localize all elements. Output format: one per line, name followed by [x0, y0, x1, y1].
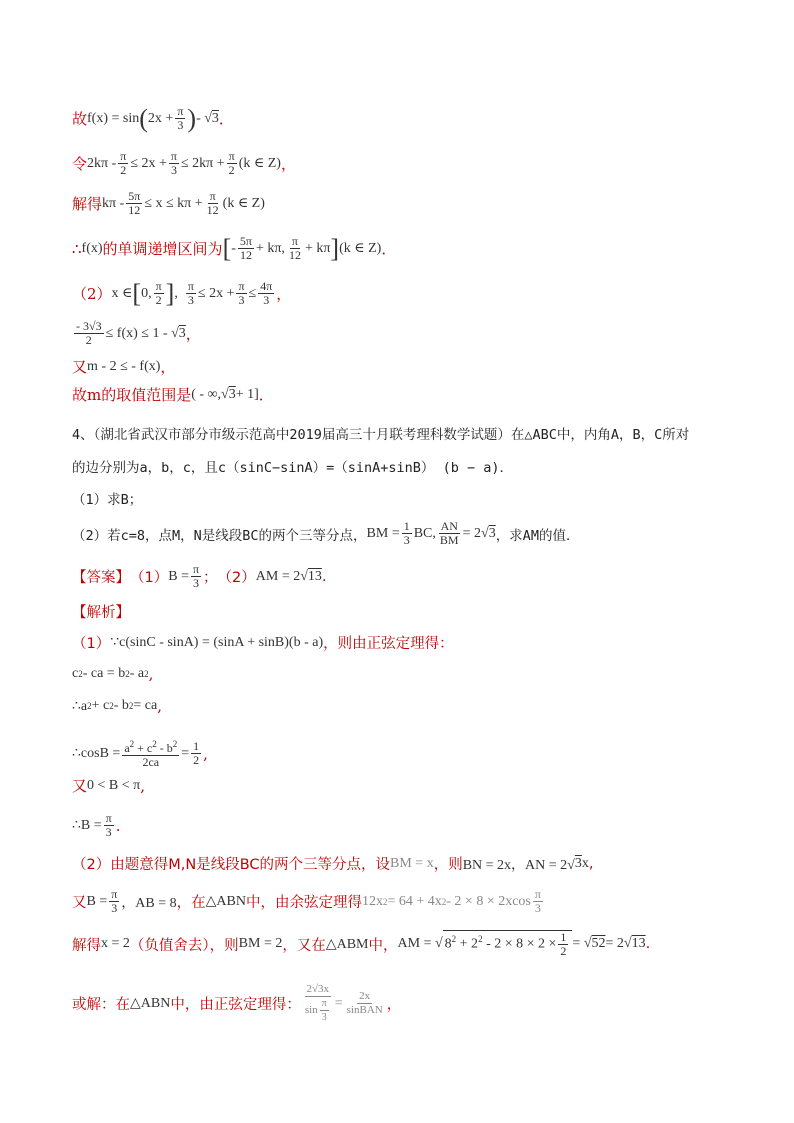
text-suffix: ， [160, 358, 176, 376]
formula-interval: [ - $\frac{5\pi}{12}$ + kπ, $\frac{\pi}{12}$ + kπ ] (k ∈ Z) [222, 233, 382, 263]
problem-text: 的边分别为a，b，c，且c（sinC−sinA）=（sinA+sinB） (b − a)． [72, 460, 513, 476]
step-text: （2）由题意得M,N是线段BC的两个三等分点，设 [72, 857, 391, 873]
step-text: ，则 [433, 857, 463, 873]
analysis-step-6: ∴B = $\frac{\pi}{3}$ . [72, 811, 121, 839]
problem-text: （1）求B； [72, 492, 143, 508]
formula-tri-abn: △ABN [205, 894, 246, 909]
solution-line-interval [72, 235, 396, 262]
analysis-step-9: 解得 x = 2 （负值舍去），则 BM = 2 ，又在 △ABM 中， AM = √ $8^2 + 2^2 - 2 \times 8 \times 2$ × $\frac{1}{2}$ = √ 52 = 2√ 13 . [72, 930, 651, 958]
formula-tri-abm: △ABM [325, 936, 369, 952]
step-label: （1） [72, 636, 111, 652]
answer-part-1-label: （1） [130, 570, 169, 586]
text-prefix: 故 [72, 110, 88, 128]
problem-text: （2）若c=8，点M，N是线段BC的两个三等分点， [72, 527, 367, 544]
formula-x-range: x ∈ [ 0, $\frac{\pi}{2}$ ] , $\frac{\pi}{3}$ ≤ 2x + $\frac{\pi}{3}$ ≤ $\frac{4\pi}{3}$ [111, 278, 273, 308]
text-prefix: 故m的取值范围是 [72, 386, 192, 404]
formula-c2: c 2 - ca = b 2 - a 2 [72, 666, 149, 681]
problem-text: ，求AM的值． [495, 527, 580, 544]
text-prefix: 令 [72, 155, 88, 173]
step-text: （负值舍去），则 [129, 937, 239, 954]
analysis-step-8 [72, 888, 545, 915]
formula-bn: BN = 2x，AN = 2√ 3 x [462, 855, 589, 873]
problem-4-part-1 [72, 488, 142, 508]
formula-b-ab: B = $\frac{\pi}{3}$ ，AB = 8 [86, 887, 177, 915]
text-suffix: ， [276, 285, 292, 303]
analysis-step-1 [72, 632, 454, 653]
problem-4-line-1 [72, 423, 689, 443]
formula-cosb: ∴cosB = $\frac{a^2 + c^2 - b^2}{2ca}$ = $\frac{1}{2}$ [72, 739, 200, 769]
solution-line-f-range [72, 320, 201, 347]
step-text: 中， [368, 937, 398, 954]
text-suffix: ． [258, 386, 274, 404]
formula-solve: kπ - $\frac{5\pi}{12}$ ≤ x ≤ kπ + $\frac{\pi}{12}$ (k ∈ Z) [102, 189, 265, 217]
solution-line-m-range [72, 384, 274, 405]
answer-sep: ； （2） [203, 570, 256, 586]
solution-line-m [72, 356, 175, 377]
text-suffix: ． [381, 240, 397, 258]
formula-a2: ∴a 2 + c 2 - b 2 = ca [72, 698, 158, 714]
solution-line-ineq [72, 150, 296, 177]
formula-sine-ratio: 2√3x sin $\frac{\pi}{3}$ = $\frac{2x}{\text{sinBAN}}$ [304, 983, 383, 1023]
step-text: ，又在 [282, 937, 326, 954]
step-text: 解得 [72, 937, 101, 954]
step-text: ，则由正弦定理得： [323, 636, 454, 652]
formula-bm: BM = $\frac{1}{3}$ BC, $\frac{AN}{BM}$ = 2√ 3 [366, 519, 496, 547]
step-text: 或解：在 [72, 997, 130, 1013]
step-text: 又 [72, 895, 87, 911]
formula-f-range: $\frac{- 3√3}{2}$ ≤ f(x) ≤ 1 - √ 3 [76, 319, 186, 347]
formula-answer-b: B = $\frac{\pi}{3}$ [168, 562, 200, 590]
text-prefix: ∴ [72, 239, 82, 258]
analysis-label: 【解析】 [72, 605, 130, 621]
formula-cos-rule: 12x 2 = 64 + 4x 2 - 2 × 8 × 2xcos $\frac{\pi}{3}$ [361, 887, 541, 915]
step-text: 中，由余弦定理得 [245, 895, 362, 911]
answer-tag: 【答案】 [72, 570, 130, 586]
formula-b-value: ∴B = $\frac{\pi}{3}$ [72, 811, 112, 839]
step-text: ， [386, 997, 402, 1013]
answer-line: 【答案】 （1） B = $\frac{\pi}{3}$ ； （2） AM = 2√ 13 . [72, 562, 327, 590]
formula-x2: x = 2 [101, 936, 130, 951]
formula-bm2: BM = 2 [238, 936, 283, 951]
text-suffix: ， [185, 325, 201, 343]
text-suffix: ． [218, 110, 234, 128]
formula-ineq: 2kπ - $\frac{\pi}{2}$ ≤ 2x + $\frac{\pi}{3}$ ≤ 2kπ + $\frac{\pi}{2}$ (k ∈ Z) [87, 149, 281, 177]
formula-m-range: ( - ∞,√ 3 + 1] [191, 386, 259, 402]
formula-bm-x: BM = x [390, 855, 434, 871]
text-mid: 的单调递增区间为 [102, 240, 223, 258]
text-prefix: 又 [72, 358, 88, 376]
solution-line-f-def [72, 105, 234, 132]
analysis-step-4: ∴cosB = $\frac{a^2 + c^2 - b^2}{2ca}$ = $\frac{1}{2}$ , [72, 739, 208, 769]
text-suffix: ， [280, 155, 296, 173]
formula-am: AM = √ $8^2 + 2^2 - 2 \times 8 \times 2$ × $\frac{1}{2}$ = √ 52 = 2√ 13 [397, 930, 646, 958]
analysis-step-5: 又 0 < B < π , [72, 776, 145, 795]
analysis-step-3: ∴a 2 + c 2 - b 2 = ca , [72, 697, 163, 715]
formula-fx: f(x) [81, 240, 103, 256]
formula-b-range: 0 < B < π [87, 777, 141, 793]
solution-line-solve [72, 190, 265, 217]
formula-sine-rule: ∵c(sinC - sinA) = (sinA + sinB)(b - a) [110, 635, 324, 650]
problem-4-part-2 [72, 520, 579, 547]
formula-f: f(x) = sin ( 2x + $\frac{\pi}{3}$ ) - √ 3 [87, 103, 219, 133]
text-prefix: （2） [72, 285, 112, 303]
analysis-step-2: c 2 - ca = b 2 - a 2 , [72, 665, 154, 683]
formula-answer-am: AM = 2√ 13 [255, 568, 322, 584]
text-prefix: 解得 [72, 195, 103, 213]
problem-4-line-2 [72, 456, 513, 476]
formula-m: m - 2 ≤ - f(x) [87, 358, 161, 374]
step-text: 中，由正弦定理得： [170, 997, 301, 1013]
formula-tri-abn-2: △ABN [130, 996, 171, 1011]
solution-line-range-x [72, 280, 291, 307]
analysis-step-7: （2）由题意得M,N是线段BC的两个三等分点，设 BM = x ，则 BN = 2x，AN = 2√ 3 x , [72, 853, 593, 874]
step-text: ，在 [176, 895, 206, 911]
analysis-tag [72, 601, 130, 622]
analysis-step-10 [72, 983, 401, 1024]
problem-text: 4、（湖北省武汉市部分市级示范高中2019届高三十月联考理科数学试题）在△ABC中，内角A，B，C所对 [72, 427, 690, 443]
